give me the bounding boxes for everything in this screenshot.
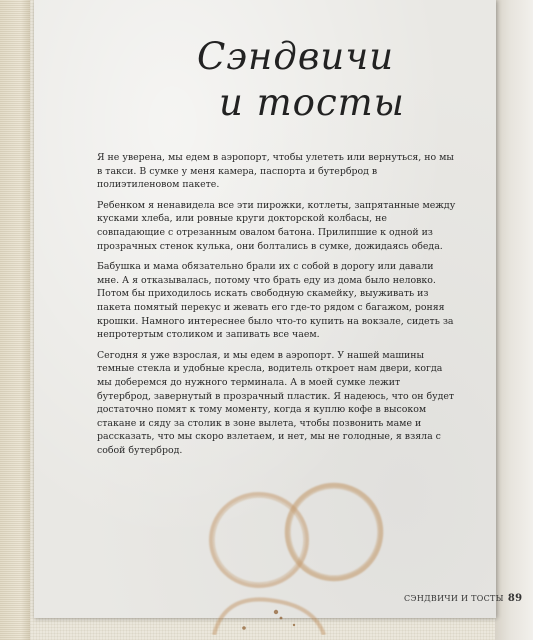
page-footer bbox=[404, 593, 524, 604]
stain-ring-right bbox=[287, 485, 381, 579]
paper-sheet bbox=[34, 0, 523, 618]
title-line-2: и тосты bbox=[219, 81, 405, 124]
page-right-edge bbox=[495, 0, 533, 640]
page-number: 89 bbox=[507, 593, 523, 604]
page-title bbox=[169, 34, 409, 126]
book-spine-strip bbox=[0, 0, 30, 640]
footer-section-title: СЭНДВИЧИ И ТОСТЫ bbox=[404, 594, 504, 603]
coffee-stain-rings bbox=[184, 460, 444, 635]
title-line-1: Сэндвичи bbox=[197, 35, 395, 78]
paragraph-4: Сегодня я уже взрослая, и мы едем в аэропорт. У нашей машины темные стекла и удобные кресла, водитель откроет нам двери, когда мы доберемся до нужного терминала. А в моей сумке лежит бутерброд, завернутый в прозрачный пластик. Я надеюсь, что он будет достаточно помят к тому моменту, когда я куплю кофе в высоком стакане и сяду за столик в зоне вылета, чтобы позвонить маме и рассказать, что мы скоро взлетаем, и нет, мы не голодные, я взяла с собой бутерброд. bbox=[97, 349, 455, 456]
paragraph-3: Бабушка и мама обязательно брали их с собой в дорогу или давали мне. А я отказывалась, потому что брать еду из дома было неловко. Потом бы приходилось искать свободную скамейку, выуживать из пакета помятый перекус и жевать его где-то рядом с багажом, роняя крошки. Намного интереснее было что-то купить на вокзале, сидеть за непротертым столиком и запивать все чаем. bbox=[97, 261, 454, 341]
paragraph-2: Ребенком я ненавидела все эти пирожки, котлеты, запрятанные между кусками хлеба, или ровные круги докторской колбасы, не совпадающие с отрезанным овалом батона. Прилипшие к одной из прозрачных стенок кулька, они болтались в сумке, дожидаясь обеда. bbox=[97, 199, 456, 252]
body-text bbox=[97, 151, 457, 464]
paragraph-1: Я не уверена, мы едем в аэропорт, чтобы улететь или вернуться, но мы в такси. В сумке у меня камера, паспорта и бутерброд в полиэтиленовом пакете. bbox=[97, 152, 454, 191]
stain-ring-bottom bbox=[214, 599, 324, 635]
